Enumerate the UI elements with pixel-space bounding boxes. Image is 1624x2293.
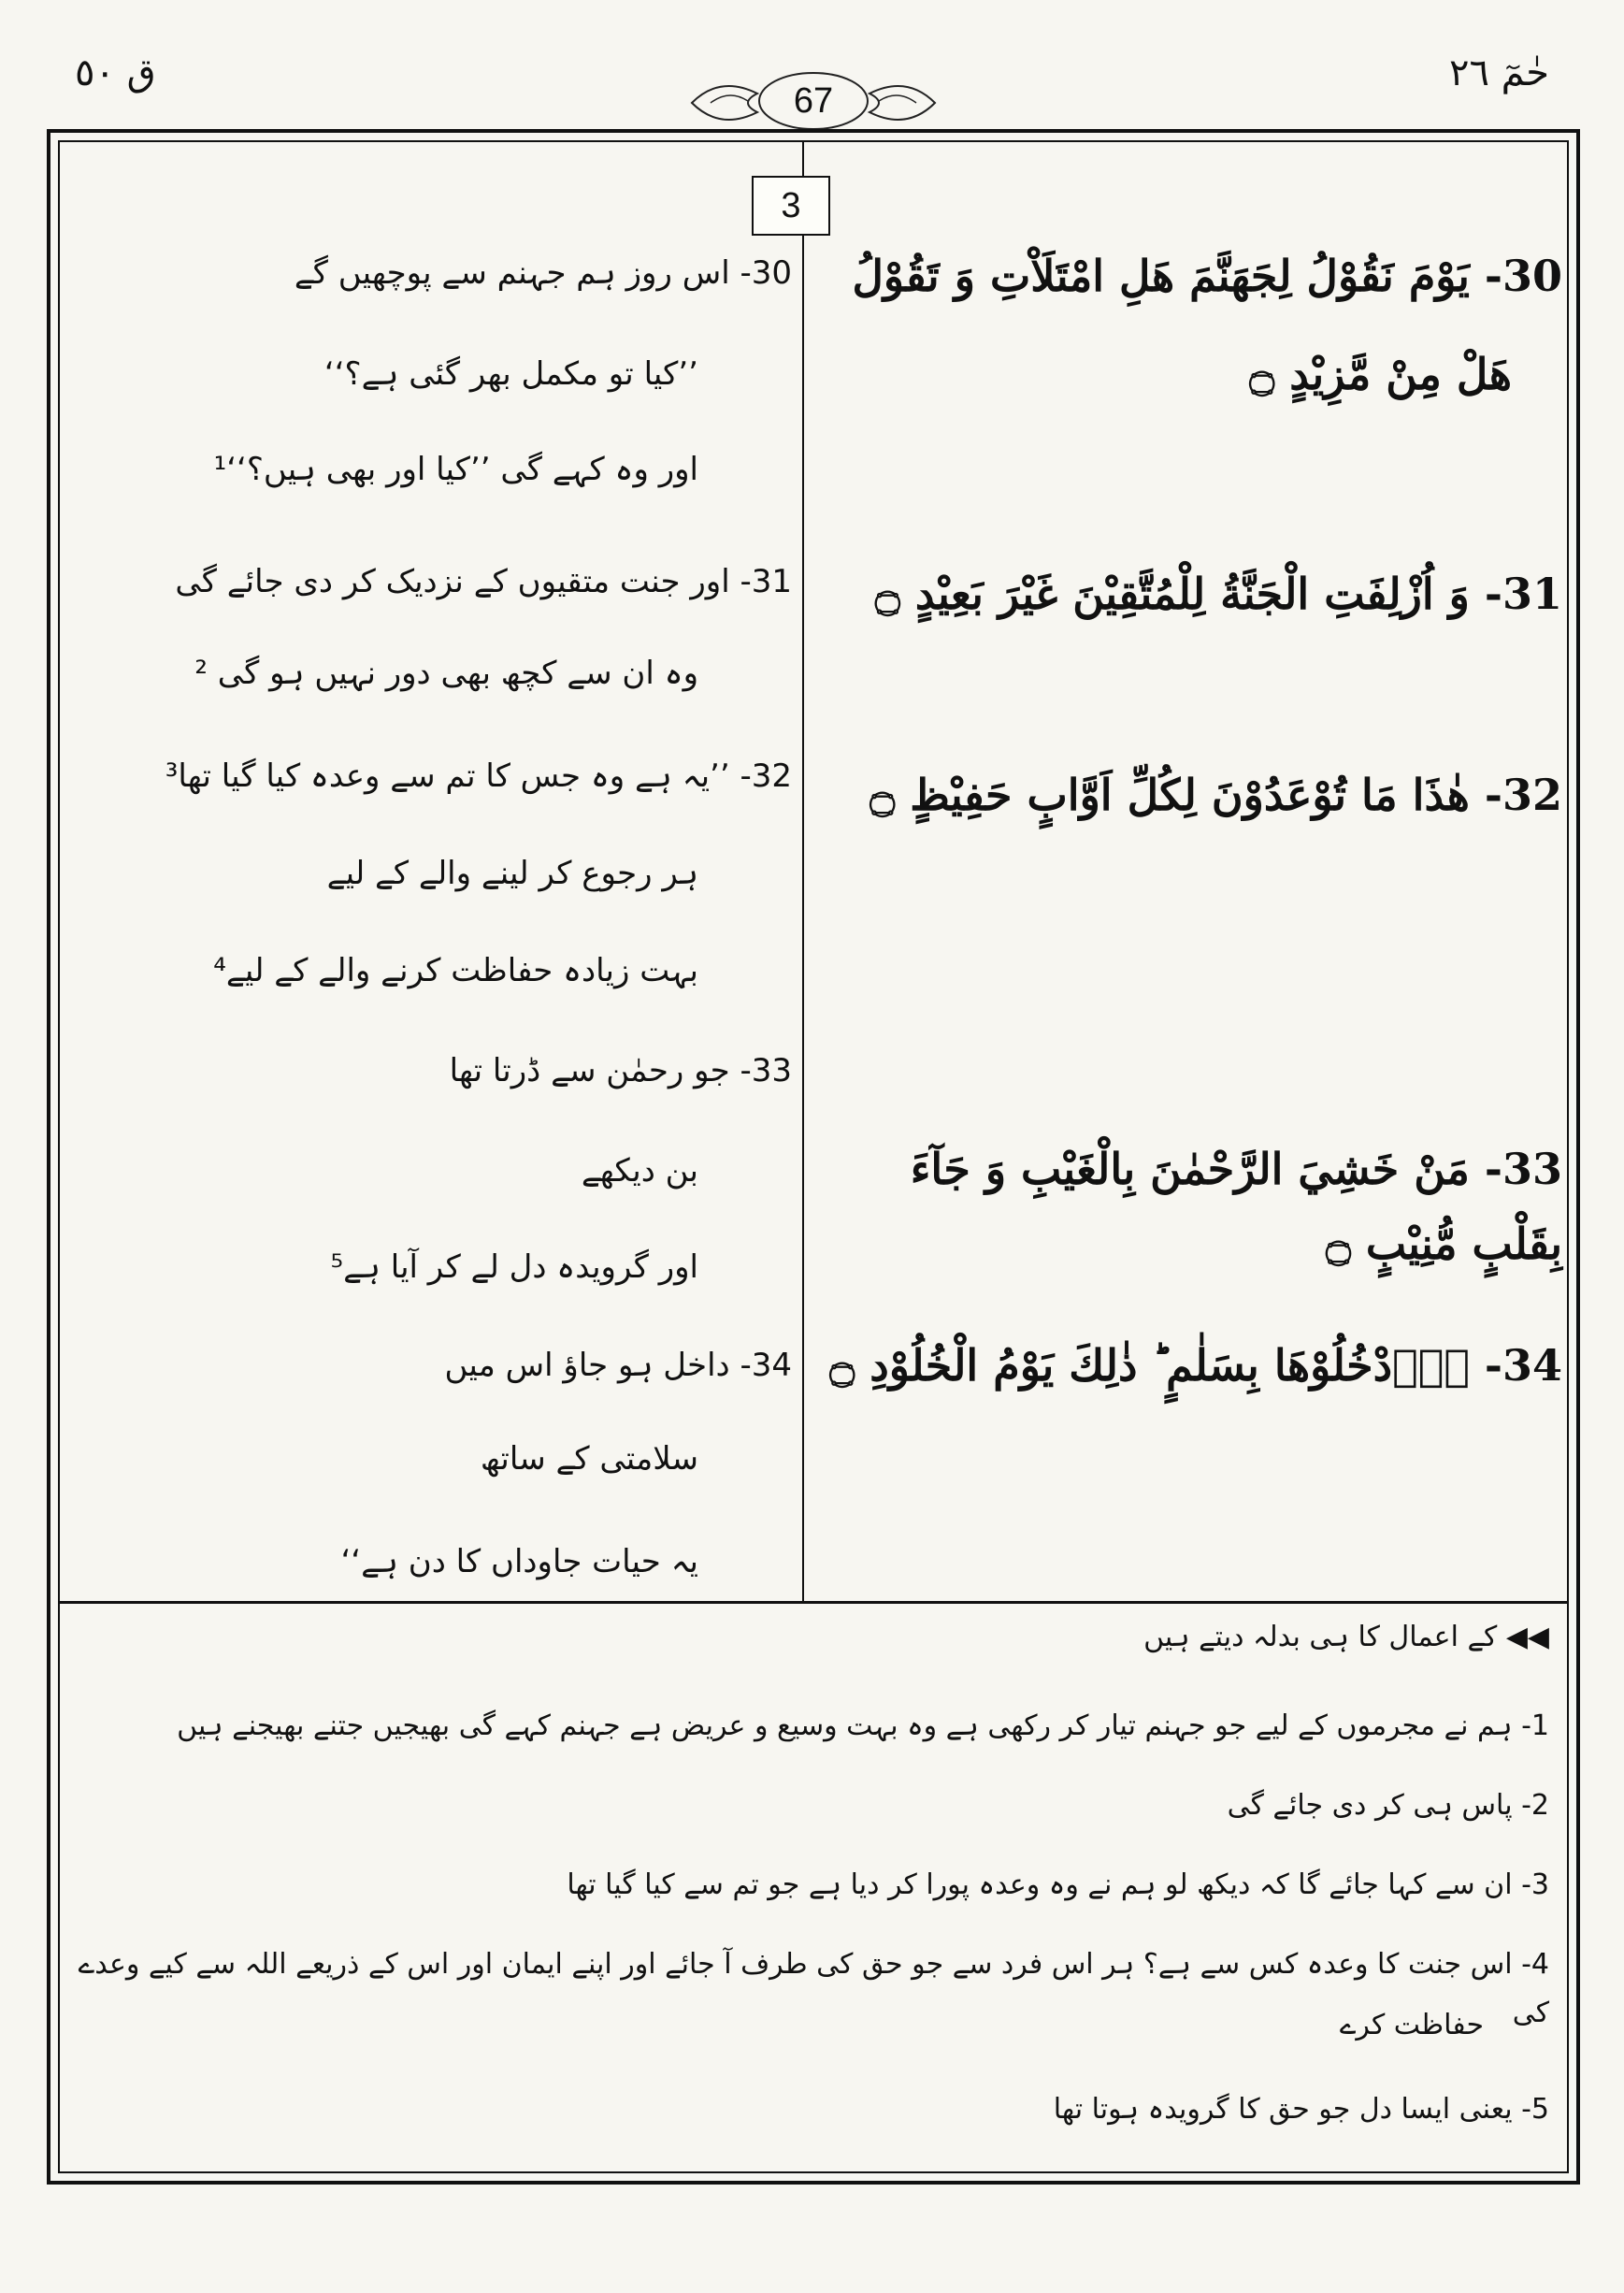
translation-33-line-1: 33- جو رحمٰن سے ڈرتا تھا bbox=[449, 1052, 792, 1089]
translation-31-line-2: وہ ان سے کچھ بھی دور نہیں ہو گی ² bbox=[194, 655, 698, 692]
translation-33-line-3: اور گرویدہ دل لے کر آیا ہے⁵ bbox=[330, 1248, 698, 1286]
verse-32-arabic: 32- هٰذَا مَا تُوْعَدُوْنَ لِكُلِّ اَوَّابٍ حَفِيْظٍ ۝ bbox=[869, 770, 1562, 820]
verse-30-arabic-cont: هَلْ مِنْ مَّزِيْدٍ ۝ bbox=[1249, 349, 1512, 399]
translation-34-line-2: سلامتی کے ساتھ bbox=[480, 1440, 698, 1478]
translation-32-line-1: 32- ’’یہ ہے وہ جس کا تم سے وعدہ کیا گیا تھا³ bbox=[165, 757, 792, 795]
footnote-2: 2- پاس ہی کر دی جائے گی bbox=[1227, 1789, 1549, 1822]
translation-33-line-2: بن دیکھے bbox=[581, 1152, 698, 1190]
footnote-5: 5- یعنی ایسا دل جو حق کا گرویدہ ہوتا تھا bbox=[1053, 2093, 1549, 2126]
translation-34-line-1: 34- داخل ہو جاؤ اس میں bbox=[444, 1347, 792, 1384]
translation-34-line-3: یہ حیات جاوداں کا دن ہے‘‘ bbox=[340, 1543, 698, 1580]
translation-31-line-1: 31- اور جنت متقیوں کے نزدیک کر دی جائے گی bbox=[175, 563, 792, 600]
footnote-1: 1- ہم نے مجرموں کے لیے جو جہنم تیار کر رکھی ہے وہ بہت وسیع و عریض ہے جہنم کہے گی بھیجیں جتنے بھیجنے ہیں bbox=[177, 1709, 1549, 1742]
surah-header-left: ق ٥٠ bbox=[75, 51, 156, 94]
footnote-4-cont: حفاظت کرے bbox=[1339, 2009, 1484, 2041]
page-header bbox=[0, 0, 1624, 131]
translation-30-line-3: اور وہ کہے گی ’’کیا اور بھی ہیں؟‘‘¹ bbox=[213, 451, 698, 488]
footnote-3: 3- ان سے کہا جائے گا کہ دیکھ لو ہم نے وہ وعدہ پورا کر دیا ہے جو تم سے کیا گیا تھا bbox=[567, 1868, 1549, 1901]
verse-31-arabic: 31- وَ اُزْلِفَتِ الْجَنَّةُ لِلْمُتَّقِيْنَ غَيْرَ بَعِيْدٍ ۝ bbox=[874, 569, 1562, 619]
footnote-divider bbox=[60, 1601, 1567, 1604]
surah-header-right: حٰمٓ ٢٦ bbox=[1448, 51, 1549, 94]
footnote-intro: ◀◀ کے اعمال کا ہی بدلہ دیتے ہیں bbox=[1143, 1621, 1549, 1653]
translation-30-line-1: 30- اس روز ہم جہنم سے پوچھیں گے bbox=[294, 254, 792, 292]
verse-33-arabic: 33- مَنْ خَشِيَ الرَّحْمٰنَ بِالْغَيْبِ وَ جَآءَ بِقَلْبٍ مُّنِيْبٍ ۝ bbox=[910, 1144, 1562, 1269]
footnote-4: 4- اس جنت کا وعدہ کس سے ہے؟ ہر اس فرد سے جو حق کی طرف آ جائے اور اپنے ایمان اور اس کے ذریعے اللہ سے کیے وعدے کی bbox=[78, 1948, 1549, 2029]
page-number: 67 bbox=[793, 81, 834, 121]
verse-30-arabic: 30- يَوْمَ نَقُوْلُ لِجَهَنَّمَ هَلِ امْتَلَاْتِ وَ تَقُوْلُ bbox=[852, 251, 1562, 301]
verse-34-arabic: 34- اِۨدْخُلُوْهَا بِسَلٰمٍ ؕ ذٰلِكَ يَوْمُ الْخُلُوْدِ ۝ bbox=[829, 1340, 1562, 1391]
translation-30-line-2: ’’کیا تو مکمل بھر گئی ہے؟‘‘ bbox=[323, 355, 698, 393]
translation-32-line-2: ہر رجوع کر لینے والے کے لیے bbox=[326, 855, 698, 892]
translation-32-line-3: بہت زیادہ حفاظت کرنے والے کے لیے⁴ bbox=[213, 952, 698, 989]
section-number: 3 bbox=[752, 176, 830, 236]
